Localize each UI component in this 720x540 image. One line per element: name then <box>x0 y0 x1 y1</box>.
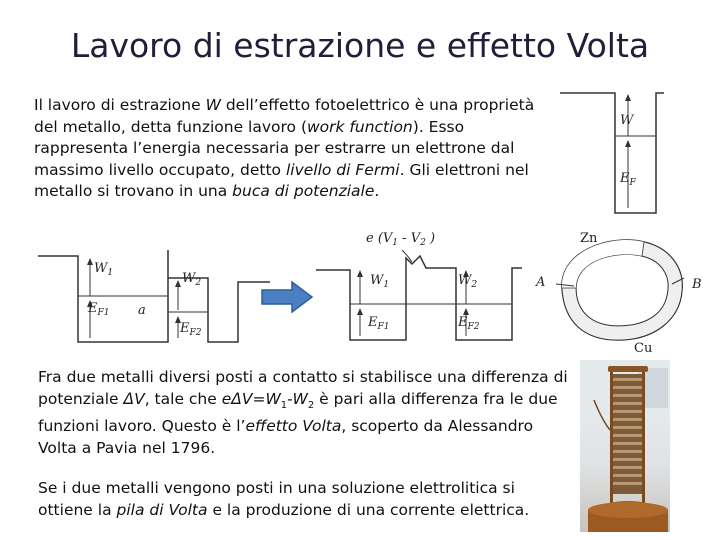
ef2-label: $E_{F2}$ <box>180 321 202 338</box>
potential-well-diagram <box>560 88 670 218</box>
potential-difference-label: e ($V_1 - V_2$ ) <box>366 231 436 248</box>
paragraph-work-function: Il lavoro di estrazione W dell’effetto fotoelettrico è una proprietà del metallo, detta funzione lavoro (work function). Esso rappresenta l’energia necessaria per estrarre un elettrone dal massimo livello occupato, detto livello di Fermi. Gli elettroni nel metallo si trovano in una buca di potenziale. <box>34 96 535 200</box>
voltaic-pile-photo <box>580 360 670 532</box>
a-label: a <box>138 303 146 318</box>
mid-w1-label: $W_1$ <box>370 273 390 290</box>
work-label: W <box>620 113 634 128</box>
ef1-label: $E_{F1}$ <box>88 301 110 318</box>
contact-metals-diagram <box>316 228 526 348</box>
separate-metals-diagram <box>38 250 278 350</box>
paragraph-volta-effect: Fra due metalli diversi posti a contatto si stabilisce una differenza di potenziale ΔV, tale che $e\Delta V=W_1-W_2$ è pari alla differenza fra le due funzioni lavoro. Questo è l’effetto Volta, scoperto da Alessandro Volta a Pavia nel 1796. <box>38 368 568 457</box>
slide-title: Lavoro di estrazione e effetto Volta <box>70 26 650 65</box>
cu-label: Cu <box>634 341 653 356</box>
zn-label: Zn <box>580 231 598 246</box>
mid-ef1-label: $E_{F1}$ <box>368 315 390 332</box>
zn-cu-ring-diagram <box>532 228 712 358</box>
paragraph-volta-pile: Se i due metalli vengono posti in una soluzione elettrolitica si ottiene la pila di Volta e la produzione di una corrente elettrica. <box>38 479 530 519</box>
fermi-label: $E_F$ <box>620 171 636 188</box>
b-terminal-label: B <box>692 277 702 292</box>
w2-label: $W_2$ <box>182 271 202 288</box>
transition-arrow-icon <box>262 282 314 312</box>
a-terminal-label: A <box>536 275 546 290</box>
w1-label: $W_1$ <box>94 261 114 278</box>
mid-ef2-label: $E_{F2}$ <box>458 315 480 332</box>
mid-w2-label: $W_2$ <box>458 273 478 290</box>
